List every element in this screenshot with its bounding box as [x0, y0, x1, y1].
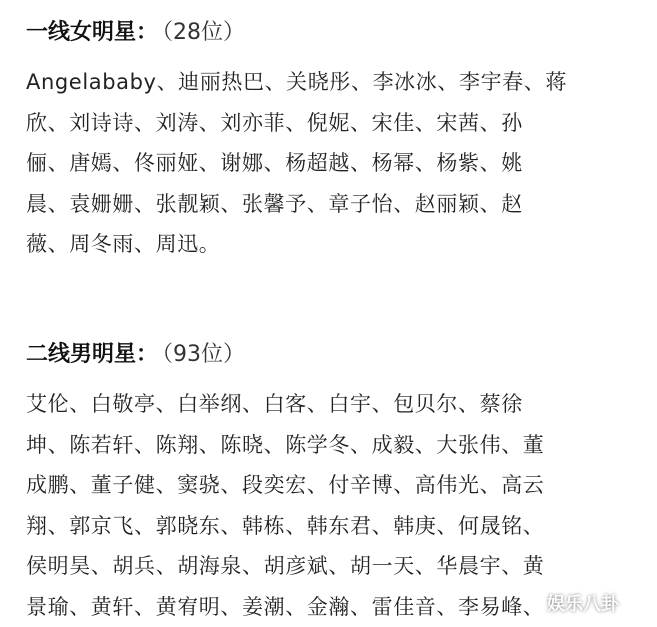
name-line: 艾伦、白敬亭、白举纲、白客、白宇、包贝尔、蔡徐	[26, 392, 523, 416]
section-title: 二线男明星：	[26, 342, 159, 367]
name-list	[26, 62, 646, 265]
name-line: 成鹏、董子健、窦骁、段奕宏、付辛博、高伟光、高云	[26, 473, 545, 497]
name-line: Angelababy、迪丽热巴、关晓彤、李冰冰、李宇春、蒋	[26, 70, 567, 94]
section-heading	[26, 14, 646, 52]
section-heading	[26, 336, 646, 374]
section-title: 一线女明星：	[26, 20, 159, 45]
section-count: （93位）	[162, 342, 246, 367]
section-count: （28位）	[162, 20, 246, 45]
name-line: 欣、刘诗诗、刘涛、刘亦菲、倪妮、宋佳、宋茜、孙	[26, 110, 523, 135]
name-line: 景瑜、黄轩、黄宥明、姜潮、金瀚、雷佳音、李易峰、	[26, 594, 545, 619]
name-line: 坤、陈若轩、陈翔、陈晓、陈学冬、成毅、大张伟、董	[26, 432, 545, 457]
section-top-actresses	[26, 14, 646, 265]
name-line: 俪、唐嫣、佟丽娅、谢娜、杨超越、杨幂、杨紫、姚	[26, 151, 523, 175]
name-line: 侯明昊、胡兵、胡海泉、胡彦斌、胡一天、华晨宇、黄	[26, 554, 545, 578]
section-second-tier-actors	[26, 336, 646, 627]
name-line: 薇、周冬雨、周迅。	[26, 232, 221, 256]
watermark: 娱乐八卦	[547, 594, 619, 615]
name-line: 晨、袁姗姗、张靓颖、张馨予、章子怡、赵丽颖、赵	[26, 191, 523, 216]
name-line: 翔、郭京飞、郭晓东、韩栋、韩东君、韩庚、何晟铭、	[26, 513, 545, 538]
